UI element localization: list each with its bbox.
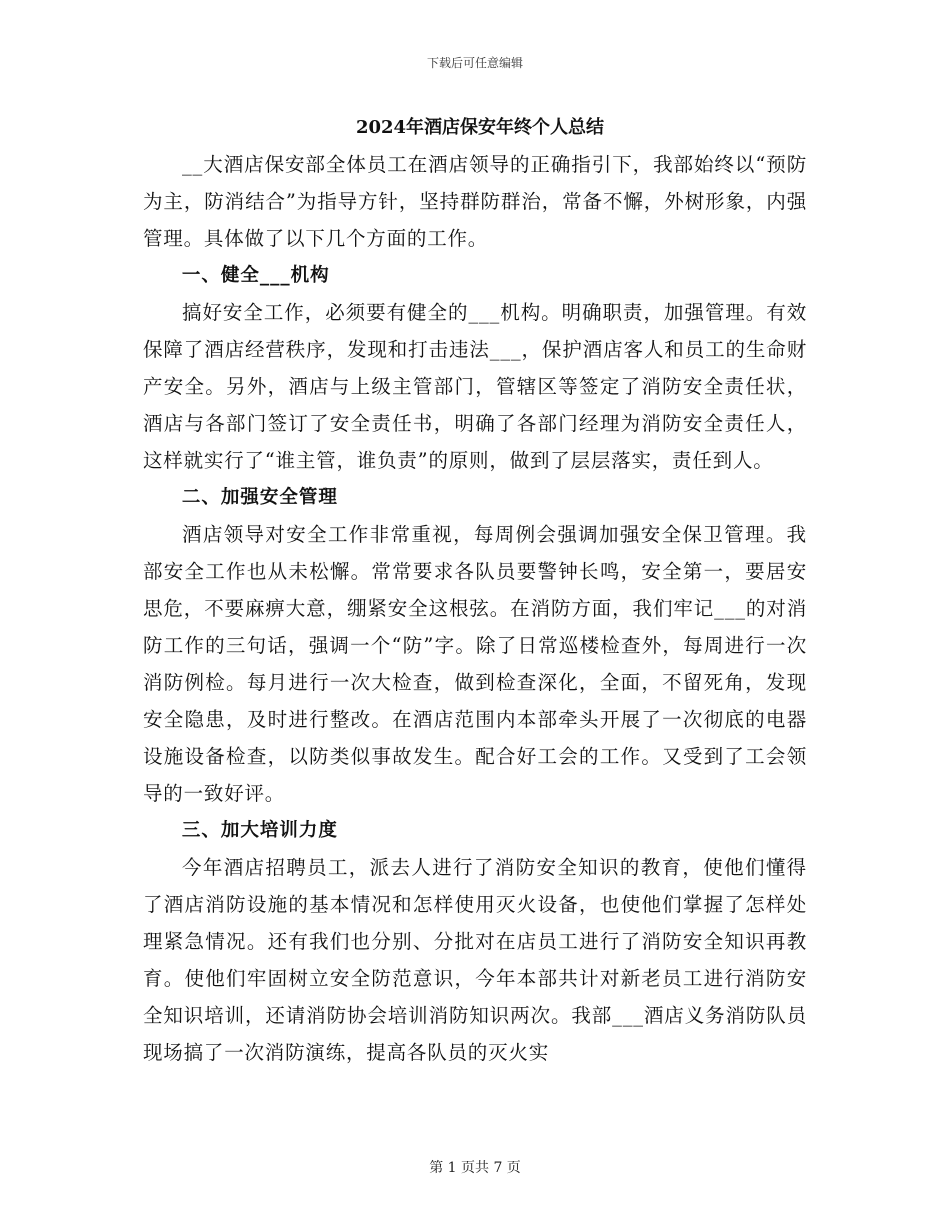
section-heading-3: 三、加大培训力度 — [181, 820, 338, 841]
section-heading-2: 二、加强安全管理 — [181, 487, 338, 508]
section-body-3: 今年酒店招聘员工，派去人进行了消防安全知识的教育，使他们懂得了酒店消防设施的基本情况和怎样使用灭火设备，也使他们掌握了怎样处理紧急情况。还有我们也分别、分批对在店员工进行了消防安全知识再教育。使他们牢固树立安全防范意识，今年本部共计对新老员工进行消防安全知识培训，还请消防协会培训消防知识两次。我部___酒店义务消防队员现场搞了一次消防演练，提高各队员的灭火实 — [143, 856, 807, 1064]
section-heading-1: 一、健全___机构 — [181, 265, 330, 286]
document-title: 2024年酒店保安年终个人总结 — [355, 117, 605, 138]
document-body — [143, 110, 807, 1071]
section-body-1: 搞好安全工作，必须要有健全的___机构。明确职责，加强管理。有效保障了酒店经营秩序，发现和打击违法___，保护酒店客人和员工的生命财产安全。另外，酒店与上级主管部门，管辖区等签定了消防安全责任状，酒店与各部门签订了安全责任书，明确了各部门经理为消防安全责任人，这样就实行了“谁主管，谁负责”的原则，做到了层层落实，责任到人。 — [143, 301, 807, 472]
page-number: 第 1 页共 7 页 — [429, 1160, 521, 1176]
section-body-2: 酒店领导对安全工作非常重视，每周例会强调加强安全保卫管理。我部安全工作也从未松懈。常常要求各队员要警钟长鸣，安全第一，要居安思危，不要麻痹大意，绷紧安全这根弦。在消防方面，我们牢记___的对消防工作的三句话，强调一个“防”字。除了日常巡楼检查外，每周进行一次消防例检。每月进行一次大检查，做到检查深化，全面，不留死角，发现安全隐患，及时进行整改。在酒店范围内本部牵头开展了一次彻底的电器设施设备检查，以防类似事故发生。配合好工会的工作。又受到了工会领导的一致好评。 — [143, 523, 807, 805]
intro-paragraph: __大酒店保安部全体员工在酒店领导的正确指引下，我部始终以“预防为主，防消结合”为指导方针，坚持群防群治，常备不懈，外树形象，内强管理。具体做了以下几个方面的工作。 — [143, 153, 807, 250]
page-header-note: 下载后可任意编辑 — [426, 56, 523, 70]
